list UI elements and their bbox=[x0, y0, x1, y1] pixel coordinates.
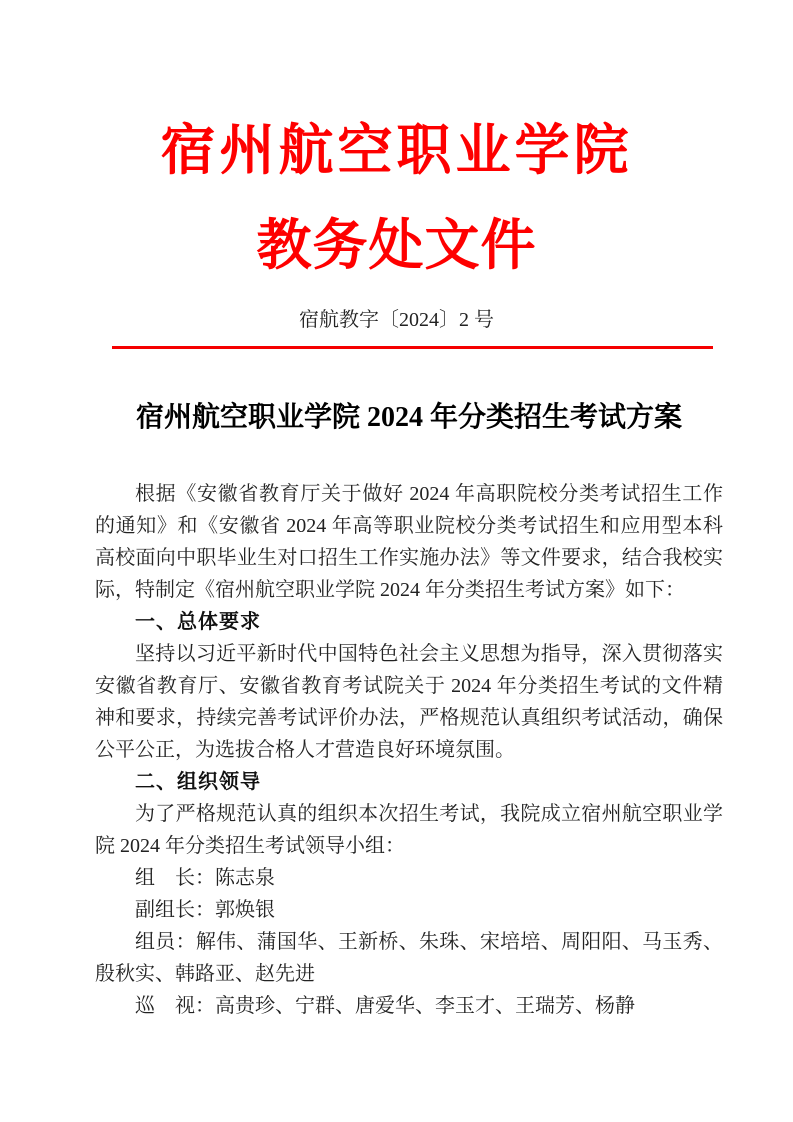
section-heading-2: 二、组织领导 bbox=[135, 771, 261, 793]
section-heading-1: 一、总体要求 bbox=[135, 611, 261, 633]
org-header-title bbox=[0, 103, 793, 293]
paragraph-leadership-group: 为了严格规范认真的组织本次招生考试，我院成立宿州航空职业学院 2024 年分类招生考试领导小组： bbox=[95, 803, 723, 857]
red-divider-rule bbox=[112, 346, 713, 349]
org-title-line2: 教务处文件 bbox=[256, 215, 537, 276]
paragraph-general-requirements: 坚持以习近平新时代中国特色社会主义思想为指导，深入贯彻落实安徽省教育厅、安徽省教育考试院关于 2024 年分类招生考试的文件精神和要求，持续完善考试评价办法，严格规范认真组织考试活动，确保公平公正，为选拔合格人才营造良好环境氛围。 bbox=[95, 643, 723, 761]
document-title: 宿州航空职业学院 2024 年分类招生考试方案 bbox=[135, 402, 682, 433]
paragraph-intro: 根据《安徽省教育厅关于做好 2024 年高职院校分类考试招生工作的通知》和《安徽省 2024 年高等职业院校分类考试招生和应用型本科高校面向中职毕业生对口招生工作实施办法》等文件要求，结合我校实际，特制定《宿州航空职业学院 2024 年分类招生考试方案》如下： bbox=[95, 483, 723, 601]
org-title-line1: 宿州航空职业学院 bbox=[160, 120, 633, 181]
roster-line-inspectors: 巡 视：高贵珍、宁群、唐爱华、李玉才、王瑞芳、杨静 bbox=[135, 995, 635, 1017]
roster-line-leader: 组 长：陈志泉 bbox=[135, 867, 275, 889]
document-body bbox=[95, 478, 723, 1022]
roster-line-deputy-leader: 副组长：郭焕银 bbox=[135, 899, 275, 921]
document-number: 宿航教字〔2024〕2 号 bbox=[299, 309, 494, 331]
roster-line-members: 组员：解伟、蒲国华、王新桥、朱珠、宋培培、周阳阳、马玉秀、殷秋实、韩路亚、赵先进 bbox=[95, 931, 723, 985]
